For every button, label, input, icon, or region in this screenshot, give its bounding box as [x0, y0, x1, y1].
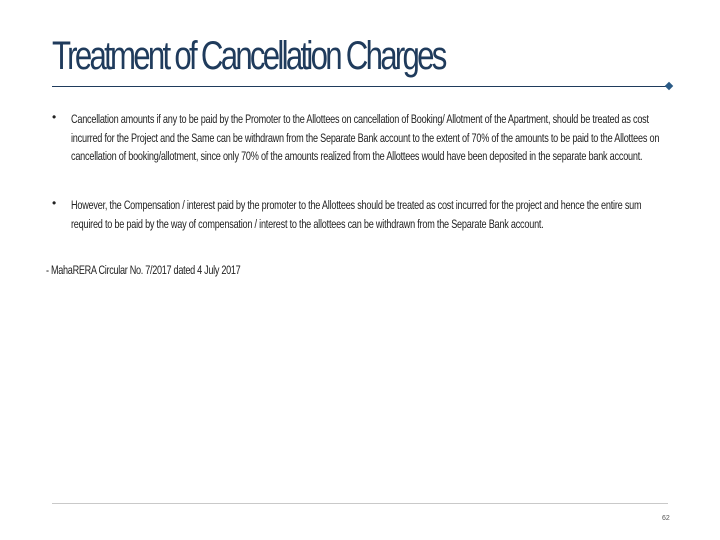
bullet-text: However, the Compensation / interest paid by the promoter to the Allottees should be treated as cost incurred for the project and hence the entire sum required to be paid by the way of compensation / interest to the allottees can be withdrawn from the Separate Bank account.	[71, 198, 642, 231]
bullet-dot-icon: •	[52, 196, 57, 210]
divider-end-marker	[665, 82, 673, 90]
slide-title: Treatment of Cancellation Charges	[52, 34, 445, 78]
bullet-item-cancellation	[0, 110, 720, 188]
bullet-dot-icon: •	[52, 110, 57, 124]
source-citation: - MahaRERA Circular No. 7/2017 dated 4 July 2017	[46, 263, 241, 277]
footer-divider	[52, 503, 668, 504]
bullet-list	[0, 110, 720, 264]
page-number: 62	[662, 515, 670, 522]
bullet-item-compensation	[0, 196, 720, 256]
title-divider	[52, 86, 669, 87]
bullet-text: Cancellation amounts if any to be paid by the Promoter to the Allottees on cancellation of Booking/ Allotment of the Apartment, should be treated as cost incurred for the Project and the Same can be withdrawn from the Separate Bank account to the extent of 70% of the amounts to be paid to the Allottees on cancellation of booking/allotment, since only 70% of the amounts realized from the Allottees would have been deposited in the separate bank account.	[71, 112, 660, 163]
